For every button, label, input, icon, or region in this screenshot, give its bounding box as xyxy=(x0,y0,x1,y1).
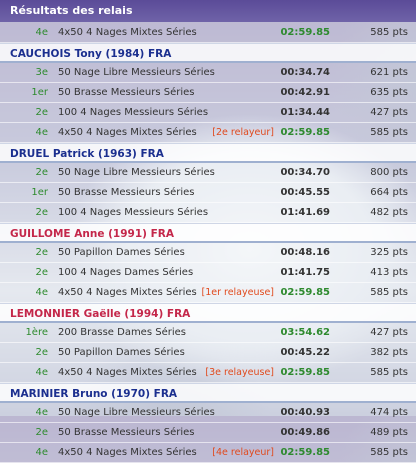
event-label: 50 Brasse Messieurs Séries xyxy=(58,87,195,98)
points-label: 635 pts xyxy=(370,87,408,98)
result-row[interactable] xyxy=(0,403,416,423)
event-label: 100 4 Nages Dames Séries xyxy=(58,267,194,278)
rank-label: 2e xyxy=(35,107,48,118)
event-label: 50 Nage Libre Messieurs Séries xyxy=(58,67,215,78)
time-label: 01:34.44 xyxy=(280,107,330,118)
result-row[interactable] xyxy=(0,123,416,143)
result-row[interactable] xyxy=(0,183,416,203)
event-label: 4x50 4 Nages Mixtes Séries xyxy=(58,27,197,38)
rank-label: 4e xyxy=(35,287,48,298)
rank-label: 2e xyxy=(35,267,48,278)
event-label: 4x50 4 Nages Mixtes Séries xyxy=(58,367,197,378)
event-label: 50 Brasse Messieurs Séries xyxy=(58,427,195,438)
swimmer-header[interactable]: LEMONNIER Gaëlle (1994) FRA xyxy=(0,303,416,323)
time-label: 00:34.70 xyxy=(280,167,330,178)
event-label: 50 Brasse Messieurs Séries xyxy=(58,187,195,198)
rank-label: 4e xyxy=(35,447,48,458)
result-row[interactable] xyxy=(0,163,416,183)
time-label: 02:59.85 xyxy=(280,287,330,298)
result-row[interactable] xyxy=(0,83,416,103)
result-row[interactable] xyxy=(0,203,416,223)
rank-label: 3e xyxy=(35,67,48,78)
result-row[interactable] xyxy=(0,283,416,303)
time-label: 00:42.91 xyxy=(280,87,330,98)
points-label: 325 pts xyxy=(370,247,408,258)
rank-label: 4e xyxy=(35,127,48,138)
time-label: 02:59.85 xyxy=(280,127,330,138)
event-label: 4x50 4 Nages Mixtes Séries xyxy=(58,127,197,138)
result-row[interactable] xyxy=(0,423,416,443)
rank-label: 2e xyxy=(35,207,48,218)
result-row[interactable] xyxy=(0,323,416,343)
rank-label: 4e xyxy=(35,407,48,418)
event-label: 100 4 Nages Messieurs Séries xyxy=(58,207,209,218)
time-label: 00:40.93 xyxy=(280,407,330,418)
swimmer-header[interactable]: GUILLOME Anne (1991) FRA xyxy=(0,223,416,243)
swimmer-header[interactable]: MARINIER Bruno (1970) FRA xyxy=(0,383,416,403)
result-row[interactable] xyxy=(0,63,416,83)
event-label: 50 Papillon Dames Séries xyxy=(58,347,185,358)
time-label: 03:54.62 xyxy=(280,327,330,338)
relay-position-label: [4e relayeur] xyxy=(212,447,274,458)
swimmer-header[interactable]: DRUEL Patrick (1963) FRA xyxy=(0,143,416,163)
time-label: 02:59.85 xyxy=(280,447,330,458)
points-label: 413 pts xyxy=(370,267,408,278)
rank-label: 1ère xyxy=(25,327,48,338)
relay-result-row[interactable] xyxy=(0,22,416,43)
points-label: 489 pts xyxy=(370,427,408,438)
time-label: 01:41.69 xyxy=(280,207,330,218)
points-label: 800 pts xyxy=(370,167,408,178)
event-label: 50 Papillon Dames Séries xyxy=(58,247,185,258)
result-row[interactable] xyxy=(0,443,416,463)
event-label: 200 Brasse Dames Séries xyxy=(58,327,186,338)
time-label: 00:34.74 xyxy=(280,67,330,78)
relay-position-label: [2e relayeur] xyxy=(212,127,274,138)
result-row[interactable] xyxy=(0,363,416,383)
rank-label: 1er xyxy=(31,187,48,198)
points-label: 382 pts xyxy=(370,347,408,358)
points-label: 474 pts xyxy=(370,407,408,418)
rank-label: 4e xyxy=(35,367,48,378)
time-label: 00:48.16 xyxy=(280,247,330,258)
rank-label: 2e xyxy=(35,167,48,178)
event-label: 4x50 4 Nages Mixtes Séries xyxy=(58,447,197,458)
points-label: 585 pts xyxy=(370,127,408,138)
time-label: 00:45.22 xyxy=(280,347,330,358)
points-label: 585 pts xyxy=(370,447,408,458)
result-row[interactable] xyxy=(0,343,416,363)
result-row[interactable] xyxy=(0,243,416,263)
rank-label: 4e xyxy=(35,27,48,38)
relay-position-label: [1er relayeuse] xyxy=(201,287,274,298)
points-label: 621 pts xyxy=(370,67,408,78)
points-label: 585 pts xyxy=(370,27,408,38)
rank-label: 2e xyxy=(35,247,48,258)
rank-label: 1er xyxy=(31,87,48,98)
time-label: 01:41.75 xyxy=(280,267,330,278)
time-label: 00:45.55 xyxy=(280,187,330,198)
event-label: 50 Nage Libre Messieurs Séries xyxy=(58,167,215,178)
points-label: 664 pts xyxy=(370,187,408,198)
points-label: 482 pts xyxy=(370,207,408,218)
event-label: 100 4 Nages Messieurs Séries xyxy=(58,107,209,118)
event-label: 4x50 4 Nages Mixtes Séries xyxy=(58,287,197,298)
points-label: 585 pts xyxy=(370,287,408,298)
time-label: 00:49.86 xyxy=(280,427,330,438)
points-label: 427 pts xyxy=(370,327,408,338)
swimmer-list xyxy=(0,43,416,463)
result-row[interactable] xyxy=(0,103,416,123)
relay-position-label: [3e relayeuse] xyxy=(205,367,274,378)
result-row[interactable] xyxy=(0,263,416,283)
rank-label: 2e xyxy=(35,427,48,438)
page-title: Résultats des relais xyxy=(0,0,416,22)
points-label: 585 pts xyxy=(370,367,408,378)
points-label: 427 pts xyxy=(370,107,408,118)
event-label: 50 Nage Libre Messieurs Séries xyxy=(58,407,215,418)
time-label: 02:59.85 xyxy=(280,367,330,378)
swimmer-header[interactable]: CAUCHOIS Tony (1984) FRA xyxy=(0,43,416,63)
time-label: 02:59.85 xyxy=(280,27,330,38)
rank-label: 2e xyxy=(35,347,48,358)
